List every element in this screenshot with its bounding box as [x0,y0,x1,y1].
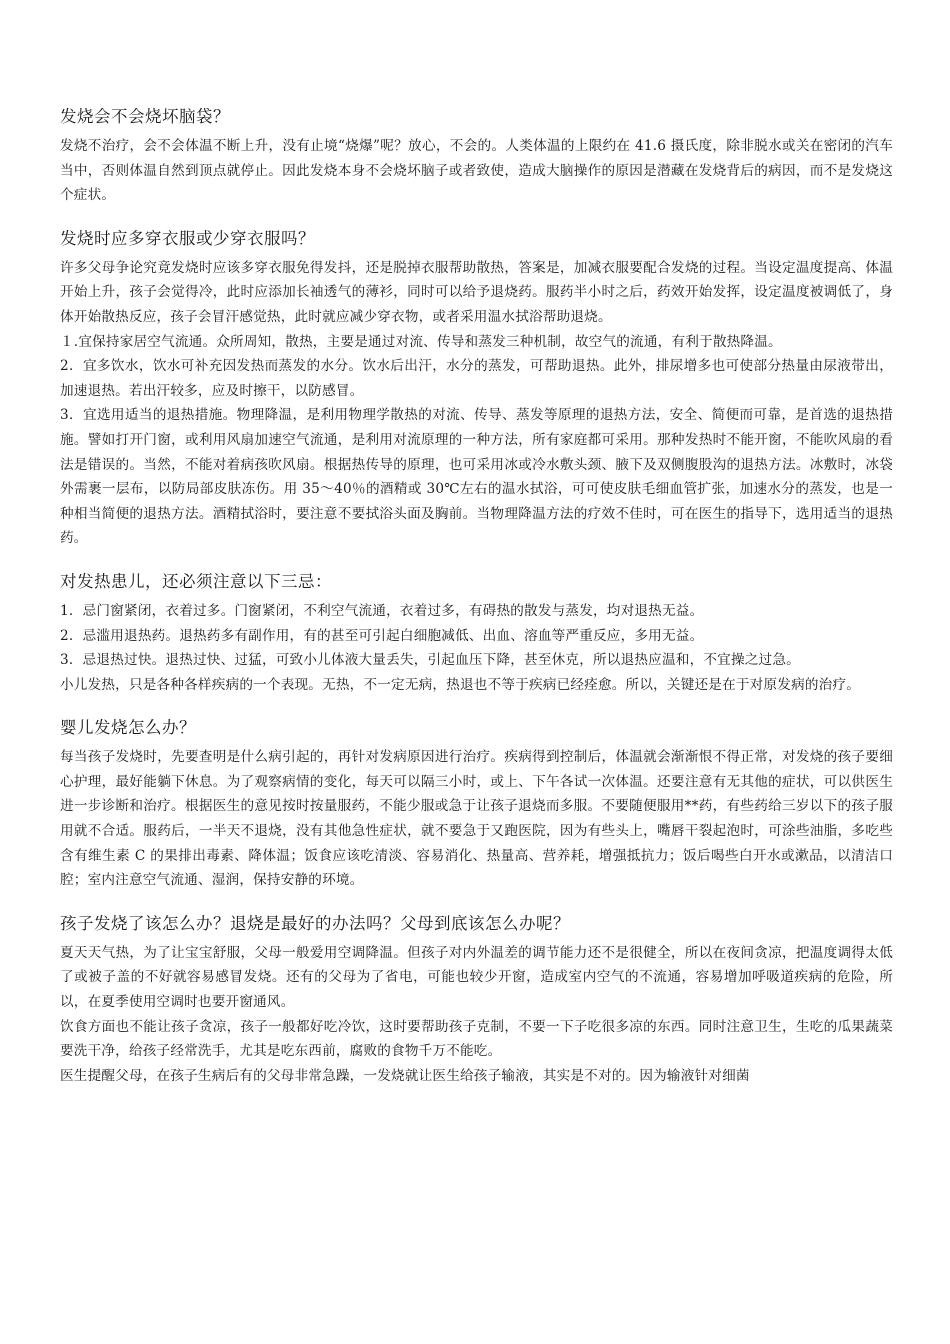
section-infant-fever [60,715,893,893]
paragraph: 1．忌门窗紧闭，衣着过多。门窗紧闭，不利空气流通，衣着过多，有碍热的散发与蒸发，均对退热无益。 [60,602,704,619]
paragraph: １.宜保持家居空气流通。众所周知，散热，主要是通过对流、传导和蒸发三种机制，故空气的流通，有利于散热降温。 [60,333,782,350]
section-heading: 对发热患儿，还必须注意以下三忌： [60,571,332,591]
paragraph: 许多父母争论究竟发烧时应该多穿衣服免得发抖，还是脱掉衣服帮助散热，答案是，加减衣服要配合发烧的过程。当设定温度提高、体温开始上升，孩子会觉得冷，此时应添加长袖透气的薄衫，同时可以给予退烧药。服药半小时之后，药效开始发挥，设定温度被调低了，身体开始散热反应，孩子会冒汗感觉热，此时就应减少穿衣物，或者采用温水拭浴帮助退烧。 [60,259,893,325]
section-heading: 婴儿发烧怎么办？ [60,718,196,738]
document-page [60,104,893,1106]
section-clothing [60,226,893,551]
paragraph: 每当孩子发烧时，先要查明是什么病引起的，再针对发病原因进行治疗。疾病得到控制后，体温就会渐渐恨不得正常，对发烧的孩子要细心护理，最好能躺下休息。为了观察病情的变化，每天可以隔三小时，或上、下午各试一次体温。还要注意有无其他的症状，可以供医生进一步诊断和治疗。根据医生的意见按时按量服药，不能少服或急于让孩子退烧而多服。不要随便服用**药，有些药给三岁以下的孩子服用就不合适。服药后，一半天不退烧，没有其他急性症状，就不要急于又跑医院，因为有些头上，嘴唇干裂起泡时，可涂些油脂，多吃些含有维生素 C 的果排出毒素、降体温；饭食应该吃清淡、容易消化、热量高、营养耗，增强抵抗力；饭后喝些白开水或漱品，以清洁口腔；室内注意空气流通、湿润，保持安静的环境。 [60,749,893,889]
paragraph: 发烧不治疗，会不会体温不断上升，没有止境“烧爆”呢？放心，不会的。人类体温的上限约在 41.6 摄氏度，除非脱水或关在密闭的汽车当中，否则体温自然到顶点就停止。因此发烧本身不会烧坏脑子或者致使，造成大脑操作的原因是潜藏在发烧背后的病因，而不是发烧这个症状。 [60,138,893,204]
paragraph: 3．宜选用适当的退热措施。物理降温，是利用物理学散热的对流、传导、蒸发等原理的退热方法，安全、简便而可靠，是首选的退热措施。譬如打开门窗，或利用风扇加速空气流通，是利用对流原理的一种方法，所有家庭都可采用。那种发热时不能开窗，不能吹风扇的看法是错误的。当然，不能对着病孩吹风扇。根据热传导的原理，也可采用冰或冷水敷头颈、腋下及双侧腹股沟的退热方法。冰敷时，冰袋外需裹一层布，以防局部皮肤冻伤。用 35～40％的酒精或 30℃左右的温水拭浴，可可使皮肤毛细血管扩张，加速水分的蒸发，也是一种相当简便的退热方法。酒精拭浴时，要注意不要拭浴头面及胸前。当物理降温方法的疗效不佳时，可在医生的指导下，选用适当的退热药。 [60,407,893,547]
paragraph: 夏天天气热，为了让宝宝舒服，父母一般爱用空调降温。但孩子对内外温差的调节能力还不是很健全，所以在夜间贪凉，把温度调得太低了或被子盖的不好就容易感冒发烧。还有的父母为了省电，可能也较少开窗，造成室内空气的不流通，容易增加呼吸道疾病的危险，所以，在夏季使用空调时也要开窗通风。 [60,944,893,1011]
section-heading: 发烧会不会烧坏脑袋？ [60,107,230,126]
paragraph: 小儿发热，只是各种各样疾病的一个表现。无热，不一定无病，热退也不等于疾病已经痊愈。所以，关键还是在于对原发病的治疗。 [60,676,861,693]
paragraph: 3．忌退热过快。退热过快、过猛，可致小儿体液大量丢失，引起血压下降，甚至休克，所以退热应温和，不宜操之过急。 [60,652,800,669]
section-brain-damage [60,104,893,208]
section-what-to-do [60,911,893,1089]
section-heading: 发烧时应多穿衣服或少穿衣服吗？ [60,228,315,248]
section-three-taboos [60,569,893,697]
paragraph: 医生提醒父母，在孩子生病后有的父母非常急躁，一发烧就让医生给孩子输液，其实是不对的。因为输液针对细菌 [60,1067,750,1084]
paragraph: 2．宜多饮水，饮水可补充因发热而蒸发的水分。饮水后出汗，水分的蒸发，可帮助退热。此外，排尿增多也可使部分热量由尿液带出，加速退热。若出汗较多，应及时擦干，以防感冒。 [60,358,893,399]
paragraph: 2．忌滥用退热药。退热药多有副作用，有的甚至可引起白细胞减低、出血、溶血等严重反应，多用无益。 [60,627,704,644]
section-heading: 孩子发烧了该怎么办？退烧是最好的办法吗？父母到底该怎么办呢？ [60,913,570,933]
paragraph: 饮食方面也不能让孩子贪凉，孩子一般都好吃冷饮，这时要帮助孩子克制，不要一下子吃很多凉的东西。同时注意卫生，生吃的瓜果蔬菜要洗干净，给孩子经常洗手，尤其是吃东西前，腐败的食物千万不能吃。 [60,1018,893,1060]
